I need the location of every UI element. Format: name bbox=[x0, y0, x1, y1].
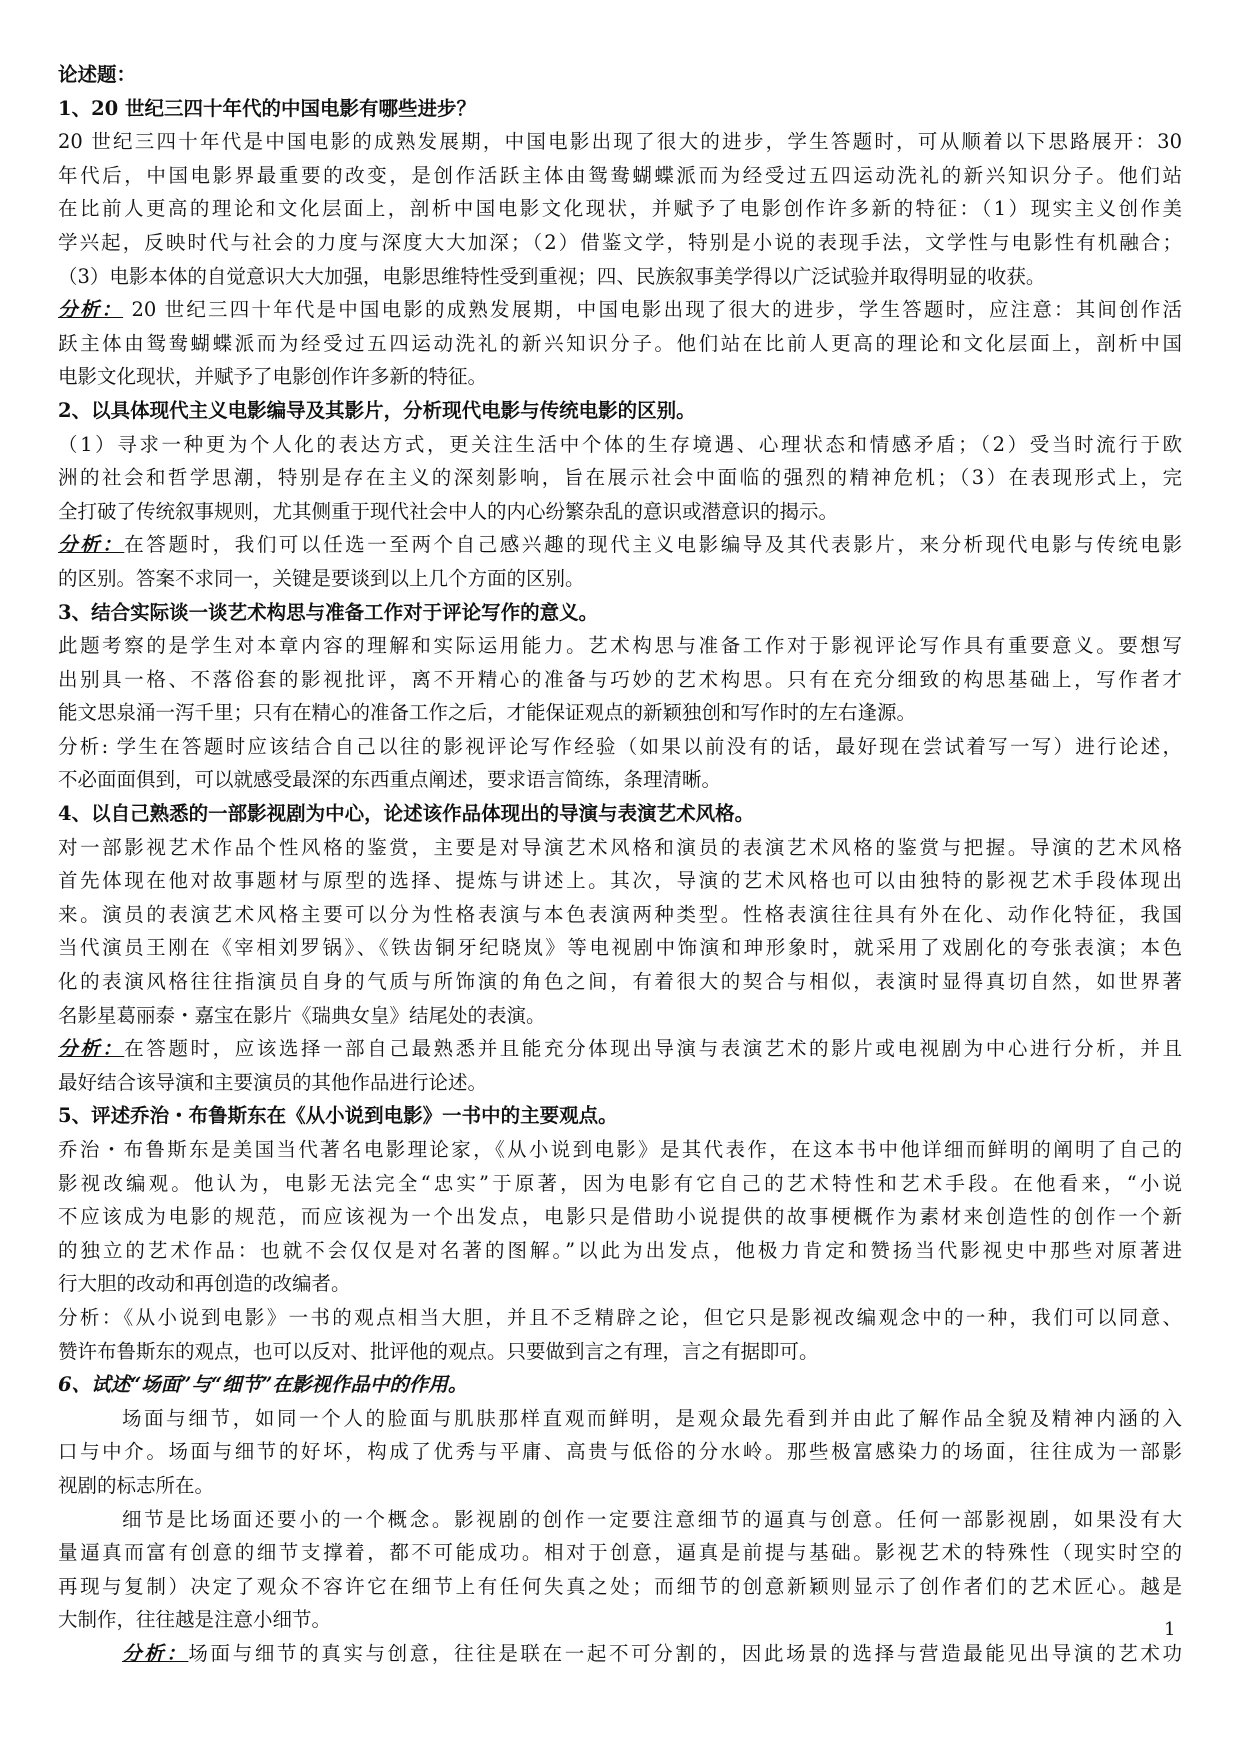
question-3-answer bbox=[58, 629, 1182, 730]
analysis-line bbox=[58, 528, 1182, 562]
analysis-line: 跃主体由鸳鸯蝴蝶派而为经受过五四运动洗礼的新兴知识分子。他们站在比前人更高的理论和文化层面上，剖析中国 bbox=[58, 331, 1182, 355]
question-5-answer bbox=[58, 1133, 1182, 1301]
answer-line: 洲的社会和哲学思潮，特别是存在主义的深刻影响，旨在展示社会中面临的强烈的精神危机；（3）在表现形式上，完 bbox=[58, 466, 1182, 490]
answer-line: 全打破了传统叙事规则，尤其侧重于现代社会中人的内心纷繁杂乱的意识或潜意识的揭示。 bbox=[58, 499, 839, 523]
answer-line: 能文思泉涌一泻千里；只有在精心的准备工作之后，才能保证观点的新颖独创和写作时的左右逢源。 bbox=[58, 701, 917, 725]
paragraph-line: 大制作，往往越是注意小细节。 bbox=[58, 1608, 332, 1632]
question-3-analysis bbox=[58, 730, 1182, 797]
paragraph-line: 场面与细节，如同一个人的脸面与肌肤那样直观而鲜明，是观众最先看到并由此了解作品全貌及精神内涵的入 bbox=[122, 1406, 1182, 1430]
analysis-line: 的区别。答案不求同一，关键是要谈到以上几个方面的区别。 bbox=[58, 566, 585, 590]
answer-line: 来。演员的表演艺术风格主要可以分为性格表演与本色表演两种类型。性格表演往往具有外在化、动作化特征，我国 bbox=[58, 902, 1182, 926]
analysis-line: 不必面面俱到，可以就感受最深的东西重点阐述，要求语言简练，条理清晰。 bbox=[58, 768, 722, 792]
analysis-line bbox=[58, 1032, 1182, 1066]
analysis-label: 分析： bbox=[58, 1037, 125, 1061]
question-1-title: 1、20 世纪三四十年代的中国电影有哪些进步？ bbox=[58, 96, 476, 120]
page-number: 1 bbox=[1164, 1619, 1176, 1640]
answer-line: 当代演员王刚在《宰相刘罗锅》、《铁齿铜牙纪晓岚》等电视剧中饰演和珅形象时，就采用了戏剧化的夸张表演；本色 bbox=[58, 936, 1182, 960]
analysis-line: 最好结合该导演和主要演员的其他作品进行论述。 bbox=[58, 1070, 488, 1094]
analysis-line: 分析: 学生在答题时应该结合自己以往的影视评论写作经验（如果以前没有的话，最好现在尝试着写一写）进行论述， bbox=[58, 734, 1182, 758]
question-5-title: 5、评述乔治・布鲁斯东在《从小说到电影》一书中的主要观点。 bbox=[58, 1104, 618, 1128]
answer-line: 此题考察的是学生对本章内容的理解和实际运用能力。艺术构思与准备工作对于影视评论写作具有重要意义。要想写 bbox=[58, 634, 1182, 658]
paragraph-line: 口与中介。场面与细节的好坏，构成了优秀与平庸、高贵与低俗的分水岭。那些极富感染力的场面，往往成为一部影 bbox=[58, 1440, 1182, 1464]
answer-line: 化的表演风格往往指演员自身的气质与所饰演的角色之间，有着很大的契合与相似，表演时显得真切自然，如世界著 bbox=[58, 970, 1182, 994]
answer-line: 学兴起，反映时代与社会的力度与深度大大加深；（2）借鉴文学，特别是小说的表现手法，文学性与电影性有机融合； bbox=[58, 230, 1182, 254]
question-2-title: 2、以具体现代主义电影编导及其影片，分析现代电影与传统电影的区别。 bbox=[58, 398, 696, 422]
document-page bbox=[58, 58, 1182, 1671]
section-heading: 论述题： bbox=[58, 63, 137, 86]
analysis-label: 分析： bbox=[58, 298, 124, 322]
question-5-analysis bbox=[58, 1301, 1182, 1368]
analysis-label: 分析： bbox=[58, 533, 125, 557]
analysis-line bbox=[58, 1637, 1182, 1671]
answer-line: 乔治・布鲁斯东是美国当代著名电影理论家，《从小说到电影》是其代表作，在这本书中他详细而鲜明的阐明了自己的 bbox=[58, 1138, 1182, 1161]
analysis-text: 在答题时，应该选择一部自己最熟悉并且能充分体现出导演与表演艺术的影片或电视剧为中心进行分析，并且 bbox=[124, 1037, 1182, 1061]
answer-line: 首先体现在他对故事题材与原型的选择、提炼与讲述上。其次，导演的艺术风格也可以由独特的影视艺术手段体现出 bbox=[58, 869, 1182, 893]
analysis-line: 分析：《从小说到电影》一书的观点相当大胆，并且不乏精辟之论，但它只是影视改编观念中的一种，我们可以同意、 bbox=[58, 1305, 1182, 1329]
question-6-title: 6、试述“场面”与“细节”在影视作品中的作用。 bbox=[58, 1373, 468, 1397]
analysis-text: 20 世纪三四十年代是中国电影的成熟发展期，中国电影出现了很大的进步，学生答题时，应注意：其间创作活 bbox=[123, 298, 1182, 322]
question-3-title: 3、结合实际谈一谈艺术构思与准备工作对于评论写作的意义。 bbox=[58, 600, 599, 624]
answer-line: 行大胆的改动和再创造的改编者。 bbox=[58, 1272, 351, 1296]
analysis-line bbox=[58, 293, 1182, 327]
paragraph-line: 再现与复制）决定了观众不容许它在细节上有任何失真之处；而细节的创意新颖则显示了创作者们的艺术匠心。越是 bbox=[58, 1574, 1182, 1598]
analysis-line: 赞许布鲁斯东的观点，也可以反对、批评他的观点。只要做到言之有理，言之有据即可。 bbox=[58, 1339, 819, 1363]
answer-line: 的独立的艺术作品：也就不会仅仅是对名著的图解。”以此为出发点，他极力肯定和赞扬当代影视史中那些对原著进 bbox=[58, 1238, 1182, 1262]
answer-line: 影视改编观。他认为，电影无法完全“忠实”于原著，因为电影有它自己的艺术特性和艺术手段。在他看来，“小说 bbox=[58, 1171, 1182, 1195]
question-4-answer bbox=[58, 831, 1182, 1033]
question-1-analysis bbox=[58, 293, 1182, 394]
question-6-paragraph-1 bbox=[58, 1402, 1182, 1503]
question-6-analysis bbox=[58, 1637, 1182, 1671]
analysis-text: 在答题时，我们可以任选一至两个自己感兴趣的现代主义电影编导及其代表影片，来分析现代电影与传统电影 bbox=[124, 533, 1182, 557]
answer-line: 在比前人更高的理论和文化层面上，剖析中国电影文化现状，并赋予了电影创作许多新的特征：（1）现实主义创作美 bbox=[58, 197, 1182, 221]
question-4-analysis bbox=[58, 1032, 1182, 1099]
paragraph-line: 细节是比场面还要小的一个概念。影视剧的创作一定要注意细节的逼真与创意。任何一部影视剧，如果没有大 bbox=[122, 1507, 1182, 1531]
answer-line: 对一部影视艺术作品个性风格的鉴赏，主要是对导演艺术风格和演员的表演艺术风格的鉴赏与把握。导演的艺术风格 bbox=[58, 835, 1182, 859]
paragraph-line: 视剧的标志所在。 bbox=[58, 1473, 215, 1497]
paragraph-line: 量逼真而富有创意的细节支撑着，都不可能成功。相对于创意，逼真是前提与基础。影视艺术的特殊性（现实时空的 bbox=[58, 1541, 1182, 1565]
question-6-paragraph-2 bbox=[58, 1503, 1182, 1637]
question-2-analysis bbox=[58, 528, 1182, 595]
answer-line: （3）电影本体的自觉意识大大加强，电影思维特性受到重视；四、民族叙事美学得以广泛试验并取得明显的收获。 bbox=[58, 264, 1046, 288]
answer-line: 年代后，中国电影界最重要的改变，是创作活跃主体由鸳鸯蝴蝶派而为经受过五四运动洗礼的新兴知识分子。他们站 bbox=[58, 163, 1182, 187]
answer-line: （1）寻求一种更为个人化的表达方式，更关注生活中个体的生存境遇、心理状态和情感矛盾；（2）受当时流行于欧 bbox=[58, 432, 1182, 456]
answer-line: 出别具一格、不落俗套的影视批评，离不开精心的准备与巧妙的艺术构思。只有在充分细致的构思基础上，写作者才 bbox=[58, 667, 1182, 691]
question-2-answer bbox=[58, 428, 1182, 529]
answer-line: 不应该成为电影的规范，而应该视为一个出发点，电影只是借助小说提供的故事梗概作为素材来创造性的创作一个新 bbox=[58, 1205, 1182, 1229]
analysis-text: 场面与细节的真实与创意，往往是联在一起不可分割的，因此场景的选择与营造最能见出导演的艺术功 bbox=[188, 1641, 1182, 1665]
question-1-answer bbox=[58, 125, 1182, 293]
analysis-line: 电影文化现状，并赋予了电影创作许多新的特征。 bbox=[58, 365, 488, 389]
analysis-label: 分析： bbox=[122, 1641, 189, 1665]
answer-line: 名影星葛丽泰・嘉宝在影片《瑞典女皇》结尾处的表演。 bbox=[58, 1003, 546, 1027]
answer-line: 20 世纪三四十年代是中国电影的成熟发展期，中国电影出现了很大的进步，学生答题时，可从顺着以下思路展开：30 bbox=[58, 130, 1182, 154]
question-4-title: 4、以自己熟悉的一部影视剧为中心，论述该作品体现出的导演与表演艺术风格。 bbox=[58, 802, 755, 826]
